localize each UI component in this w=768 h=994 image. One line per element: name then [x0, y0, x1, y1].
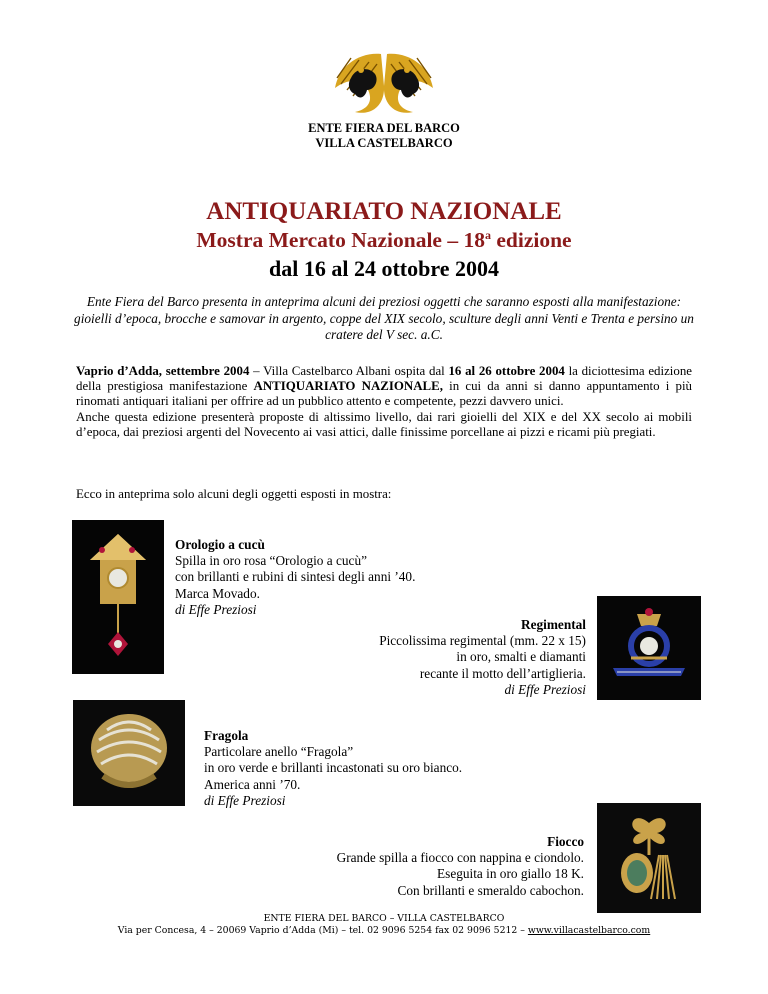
footer	[0, 913, 768, 937]
org-venue: VILLA CASTELBARCO	[315, 136, 453, 150]
footer-address: Via per Concesa, 4 – 20069 Vaprio d’Adda (Mi) – tel. 02 9096 5254 fax 02 9096 5212 – www.villacastelbarco.com	[117, 925, 651, 936]
lead-sentence: Ecco in anteprima solo alcuni degli oggetti esposti in mostra:	[76, 487, 392, 501]
item-regimental	[270, 617, 586, 698]
subtitle: Mostra Mercato Nazionale – 18$^a$ edizione	[196, 228, 572, 253]
item-line: Marca Movado.	[175, 585, 260, 601]
item-orologio	[175, 537, 495, 618]
item-credit: di Effe Preziosi	[175, 601, 257, 617]
item-fiocco	[250, 834, 584, 899]
item-credit: di Effe Preziosi	[204, 792, 286, 808]
item-line: con brillanti e rubini di sintesi degli anni ’40.	[175, 569, 416, 585]
item-line: Particolare anello “Fragola”	[204, 744, 354, 760]
item-line: recante il motto dell’artiglieria.	[419, 665, 586, 681]
org-name: ENTE FIERA DEL BARCO	[308, 121, 460, 135]
body-paragraph-2: Anche questa edizione presenterà proposte di altissimo livello, dai rari gioielli del XIX e del XX secolo ai mobili d’epoca, dai preziosi argenti del Novecento ai vasi attici, dalle finissime porcellane ai pizzi e ricami più pregiati.	[76, 409, 692, 439]
fragola-ring-photo	[73, 700, 185, 806]
item-line: in oro, smalti e diamanti	[456, 649, 586, 665]
twin-griffin-logo-icon	[329, 48, 439, 118]
item-line: Piccolissima regimental (mm. 22 x 15)	[379, 633, 586, 649]
regimental-brooch-photo	[597, 596, 701, 700]
body-paragraph-1: Vaprio d’Adda, settembre 2004 – Villa Castelbarco Albani ospita dal 16 al 26 ottobre 2004 la diciottesima edizione della prestigiosa manifestazione ANTIQUARIATO NAZIONALE, in cui da anni si danno appuntamento i più rinomati antiquari italiani per offrire ad un pubblico attento e competente, pezzi davvero unici.	[76, 364, 693, 409]
item-title: Fiocco	[547, 834, 584, 849]
item-line: Eseguita in oro giallo 18 K.	[437, 866, 584, 882]
intro-paragraph: Ente Fiera del Barco presenta in anteprima alcuni dei preziosi oggetti che saranno esposti alla manifestazione: gioielli d’epoca, brocche e samovar in argento, coppe del XIX secolo, sculture degli anni Venti e Trenta e persino un cratere del V sec. a.C.	[74, 294, 694, 342]
item-line: Con brillanti e smeraldo cabochon.	[397, 882, 584, 898]
footer-org: ENTE FIERA DEL BARCO – VILLA CASTELBARCO	[263, 913, 505, 924]
website-link[interactable]: www.villacastelbarco.com	[527, 925, 651, 936]
body-text	[76, 364, 692, 440]
item-title: Regimental	[521, 617, 586, 632]
item-line: in oro verde e brillanti incastonati su oro bianco.	[204, 760, 463, 776]
item-title: Fragola	[204, 728, 249, 743]
cuckoo-clock-brooch-photo	[72, 520, 164, 674]
item-title: Orologio a cucù	[175, 537, 265, 552]
fiocco-brooch-photo	[597, 803, 701, 913]
item-line: Spilla in oro rosa “Orologio a cucù”	[175, 553, 368, 569]
item-line: Grande spilla a fiocco con nappina e ciondolo.	[336, 850, 584, 866]
item-line: America anni ’70.	[204, 776, 301, 792]
item-fragola	[204, 728, 564, 809]
main-title: ANTIQUARIATO NAZIONALE	[206, 198, 562, 225]
item-credit: di Effe Preziosi	[504, 681, 586, 697]
event-dates: dal 16 al 24 ottobre 2004	[269, 256, 499, 281]
